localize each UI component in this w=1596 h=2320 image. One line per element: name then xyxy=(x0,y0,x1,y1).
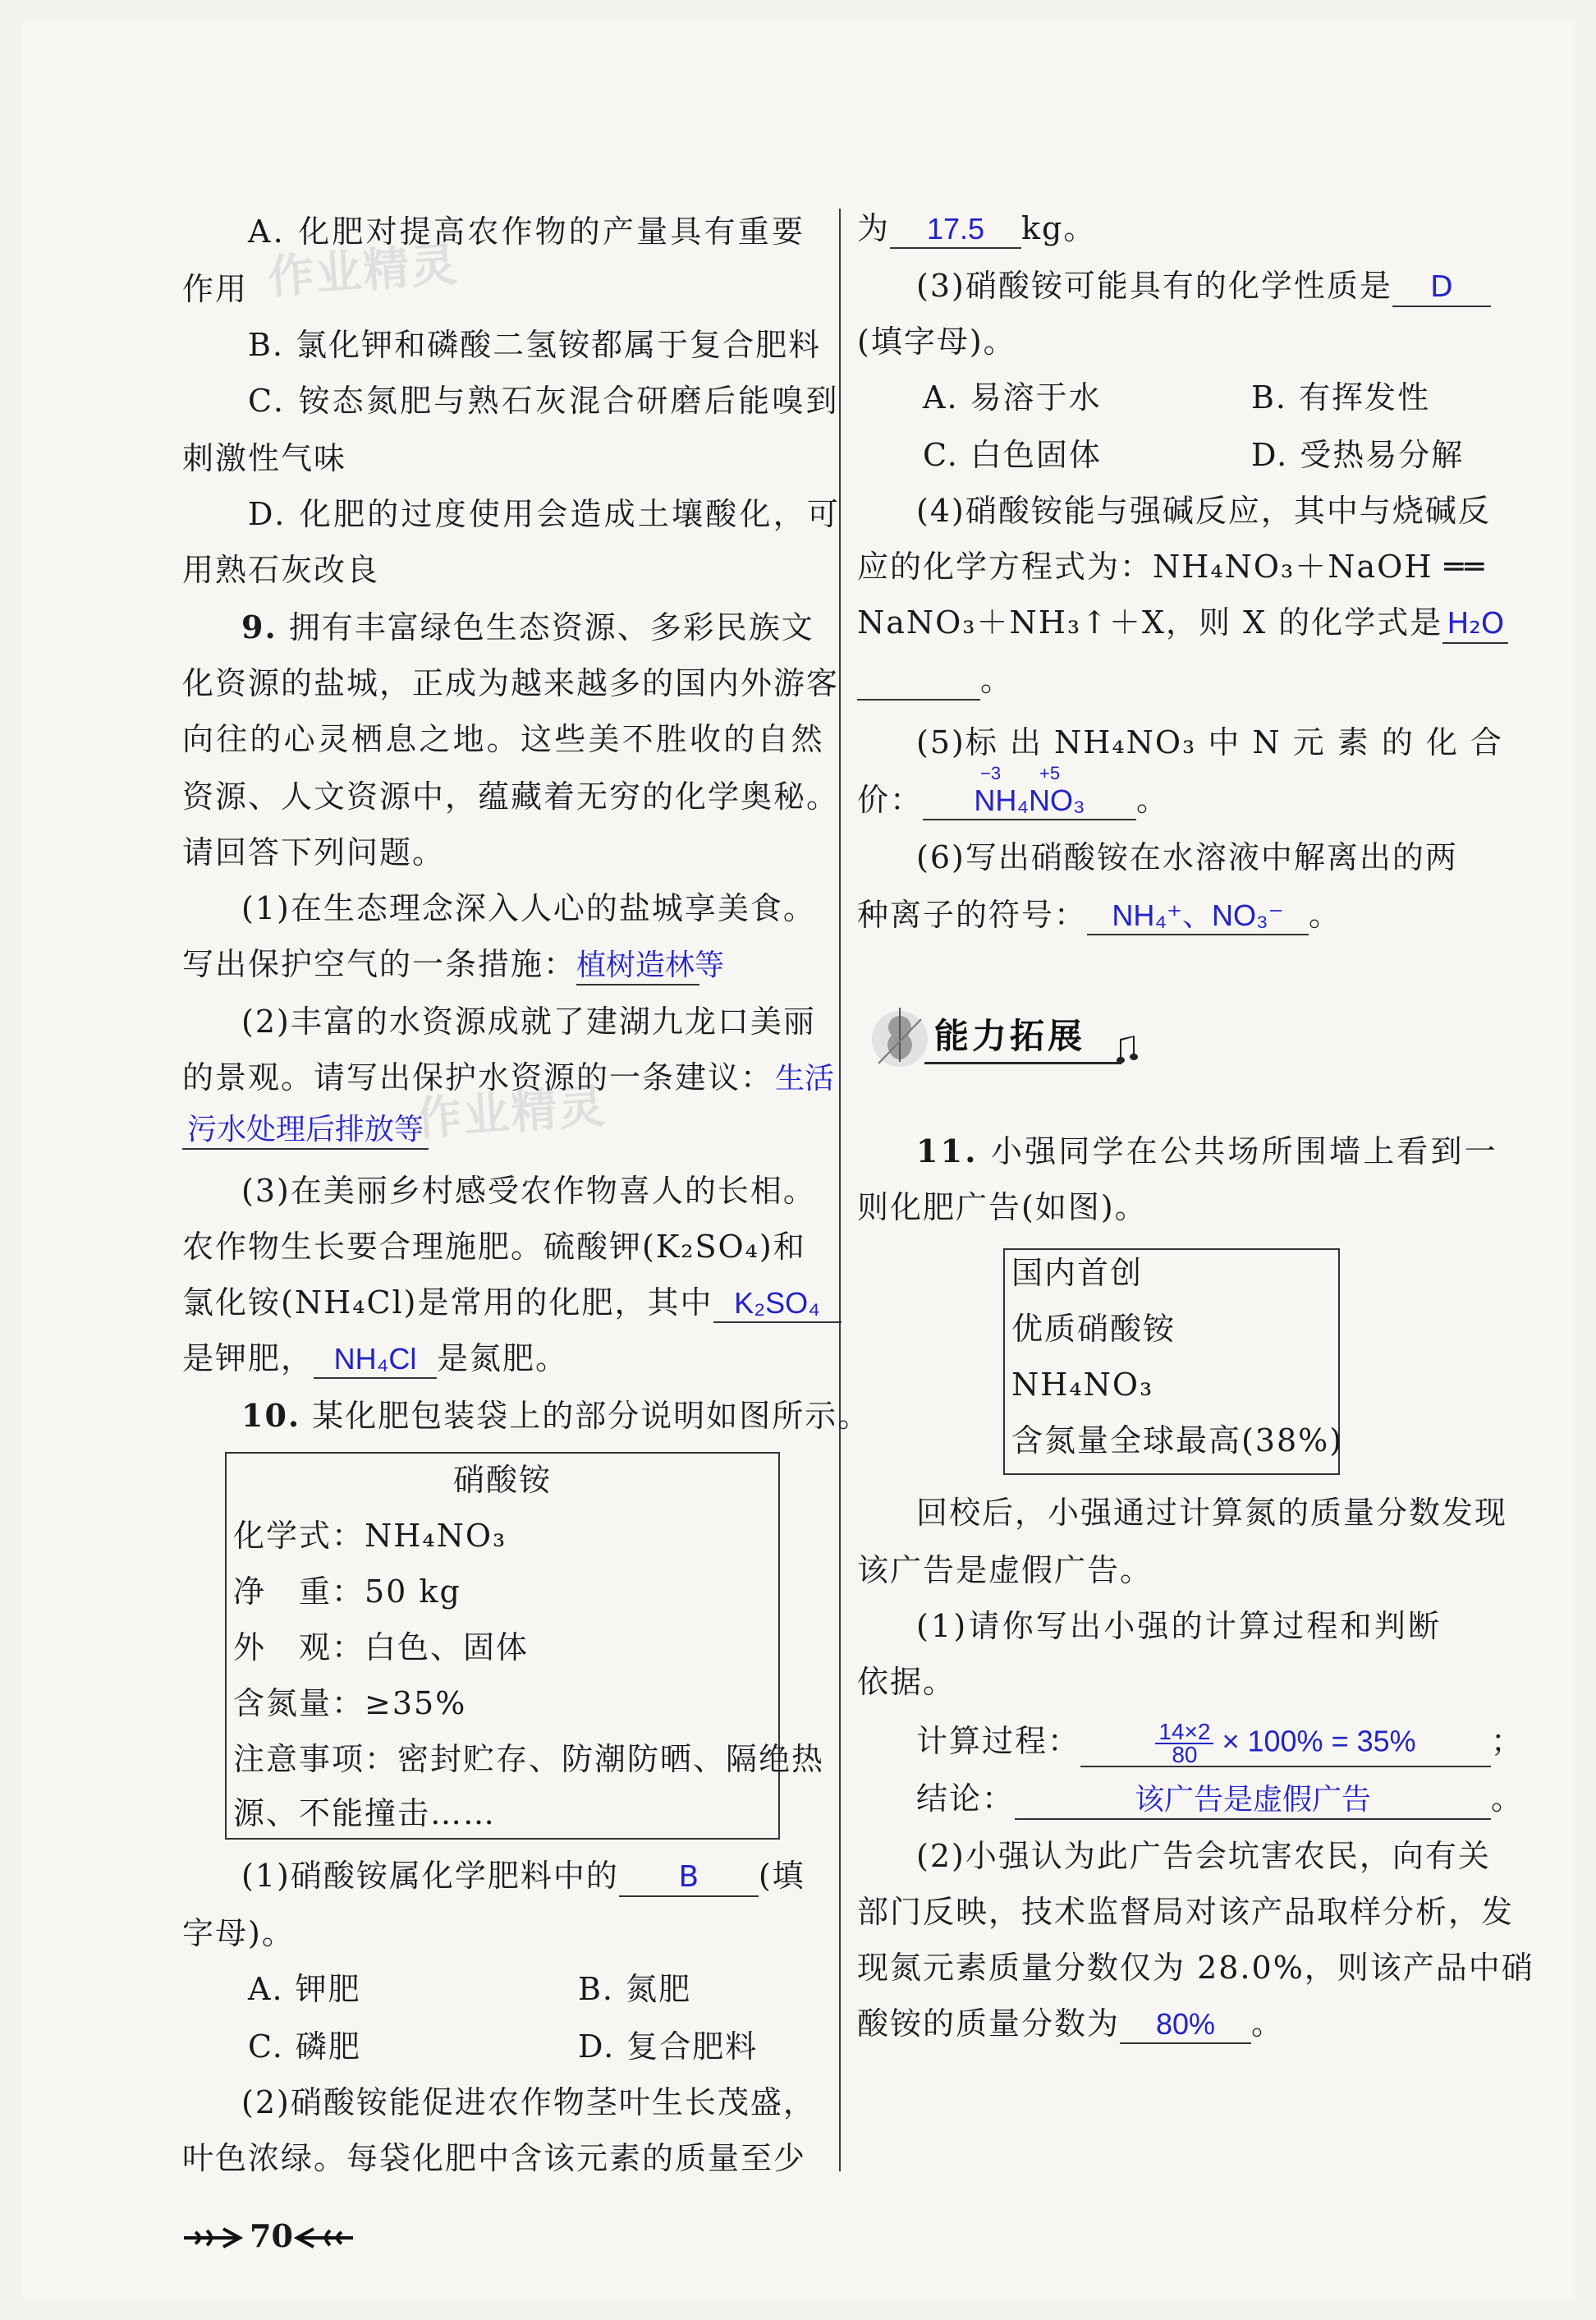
q9-part3-answer-nitrogen: NH₄Cl xyxy=(314,1341,437,1379)
q10-number: 10. xyxy=(241,1397,301,1434)
q8-option-b: B. 氯化钾和磷酸二氢铵都属于复合肥料 xyxy=(248,327,822,363)
label-formula: 化学式：NH₄NO₃ xyxy=(233,1518,507,1554)
q9-stem-line3: 向往的心灵栖息之地。这些美不胜收的自然 xyxy=(182,721,825,757)
q9-part3-text2: 是钾肥， xyxy=(182,1340,314,1376)
q10-part3-option-c: C. 白色固体 xyxy=(923,437,1102,473)
q10-part3-option-b: B. 有挥发性 xyxy=(1251,379,1431,416)
q10-part1-line2: 字母)。 xyxy=(182,1915,295,1951)
watermark: 作业精灵 xyxy=(266,237,461,306)
label-nitrogen-content: 含氮量：≥35% xyxy=(233,1685,467,1721)
ad-line1: 国内首创 xyxy=(1011,1255,1144,1291)
q10-part3-line1 xyxy=(916,264,1491,307)
q10-option-b: B. 氮肥 xyxy=(578,1971,692,2007)
q10-stem xyxy=(241,1394,870,1437)
q10-part5-line2 xyxy=(857,763,1170,821)
q11-part2-prompt: 酸铵的质量分数为 xyxy=(857,2005,1121,2042)
q11-text-line4: 该广告是虚假广告。 xyxy=(857,1552,1153,1588)
q10-part4-end: 。 xyxy=(980,662,1014,698)
q9-stem-line2: 化资源的盐城，正成为越来越多的国内外游客 xyxy=(182,665,840,701)
ad-line4: 含氮量全球最高(38%) xyxy=(1011,1422,1344,1459)
q10-part6-answer: NH₄⁺、NO₃⁻ xyxy=(1087,898,1309,935)
q11-stem-line1 xyxy=(916,1130,1498,1173)
q10-part4-blank xyxy=(857,663,980,701)
q9-part2-prompt: 的景观。请写出保护水资源的一条建议： xyxy=(182,1059,774,1096)
page xyxy=(21,21,1575,2299)
q8-option-c-line2: 刺激性气味 xyxy=(182,440,347,476)
q10-part5-prompt: 价： xyxy=(857,782,924,818)
calc-fraction xyxy=(1155,1721,1213,1766)
q11-part2-line2: 部门反映，技术监督局对该产品取样分析，发 xyxy=(857,1894,1515,1930)
q8-option-d-line1: D. 化肥的过度使用会造成土壤酸化，可 xyxy=(248,496,842,532)
q10-part4-line3 xyxy=(857,601,1508,644)
conclusion-end: 。 xyxy=(1491,1780,1525,1817)
calc-label: 计算过程： xyxy=(916,1723,1081,1759)
q8-option-a-line2: 作用 xyxy=(182,271,249,307)
ad-line2: 优质硝酸铵 xyxy=(1011,1311,1176,1347)
q10-part6-prompt: 种离子的符号： xyxy=(857,897,1088,933)
valence-n-ammonium: −3 xyxy=(980,763,1002,783)
q10-part1-prompt: (1)硝酸铵属化学肥料中的 xyxy=(241,1858,619,1894)
q10-option-c: C. 磷肥 xyxy=(248,2028,361,2065)
q9-part2-answer-part1: 生活 xyxy=(775,1062,835,1096)
q9-part2-answer-part2: 污水处理后排放等 xyxy=(182,1112,429,1150)
q10-option-d: D. 复合肥料 xyxy=(578,2028,759,2065)
valence-n-nitrate: +5 xyxy=(1039,763,1061,783)
q9-stem-line4: 资源、人文资源中，蕴藏着无穷的化学奥秘。 xyxy=(182,779,840,815)
q10-part4-answer: H₂O xyxy=(1442,606,1508,644)
q10-intro: 某化肥包装袋上的部分说明如图所示。 xyxy=(312,1398,871,1434)
page-number: 70 xyxy=(250,2217,293,2254)
label-title: 硝酸铵 xyxy=(452,1462,552,1498)
q10-part3-option-a: A. 易溶于水 xyxy=(923,379,1102,416)
violin-icon xyxy=(867,1003,933,1073)
label-weight: 净 重：50 kg xyxy=(233,1573,461,1610)
calc-end: ； xyxy=(1491,1723,1525,1759)
q9-part3-line1: (3)在美丽乡村感受农作物喜人的长相。 xyxy=(241,1173,816,1209)
ad-line3: NH₄NO₃ xyxy=(1011,1367,1154,1403)
q9-number: 9. xyxy=(241,609,277,645)
q10-part4-line2: 应的化学方程式为：NH₄NO₃＋NaOH ══ xyxy=(857,549,1486,585)
q11-part1-line2: 依据。 xyxy=(857,1664,956,1700)
page-number-footer xyxy=(182,2212,379,2262)
calc-answer xyxy=(1080,1721,1491,1767)
q9-stem-text: 拥有丰富绿色生态资源、多彩民族文 xyxy=(288,609,814,645)
q10-part6-line1: (6)写出硝酸铵在水溶液中解离出的两 xyxy=(916,839,1458,875)
calc-denominator: 80 xyxy=(1172,1742,1198,1768)
q8-option-d-line2: 用熟石灰改良 xyxy=(182,552,380,588)
q10-part6-line2 xyxy=(857,894,1341,936)
label-notes-line2: 源、不能撞击…… xyxy=(233,1795,497,1831)
q10-option-a: A. 钾肥 xyxy=(248,1971,361,2007)
q10-part1-suffix: (填 xyxy=(758,1858,805,1894)
q10-part3-answer: D xyxy=(1392,269,1491,307)
q10-part5-end: 。 xyxy=(1136,782,1170,818)
q10-part2-answer-line xyxy=(857,207,1096,250)
q10-part1-answer: B xyxy=(619,1859,759,1897)
right-ornament-icon xyxy=(294,2224,355,2252)
q9-part3-text: 氯化铵(NH₄Cl)是常用的化肥，其中 xyxy=(182,1284,713,1321)
q9-part3-line2: 农作物生长要合理施肥。硫酸钾(K₂SO₄)和 xyxy=(182,1229,806,1265)
conclusion-answer: 该广告是虚假广告 xyxy=(1015,1782,1491,1820)
q10-part5-answer xyxy=(923,763,1136,820)
left-ornament-icon xyxy=(182,2224,243,2252)
q9-part3-answer-potash: K₂SO₄ xyxy=(713,1285,842,1323)
q9-stem-line1 xyxy=(241,606,814,649)
q10-part3-prompt: (3)硝酸铵可能具有的化学性质是 xyxy=(916,268,1392,304)
music-note-icon xyxy=(1113,1036,1138,1064)
q10-part2-answer: 17.5 xyxy=(890,211,1021,249)
calc-result: × 100% = 35% xyxy=(1222,1725,1416,1758)
section-title: 能力拓展 xyxy=(934,1016,1086,1056)
q11-part2-end: 。 xyxy=(1251,2005,1285,2042)
q10-part2-wei: 为 xyxy=(857,210,891,246)
q10-part6-end: 。 xyxy=(1309,897,1342,933)
q11-number: 11. xyxy=(916,1132,979,1169)
q11-part1-line1: (1)请你写出小强的计算过程和判断 xyxy=(916,1608,1442,1644)
q11-calc-line xyxy=(916,1720,1524,1767)
watermark: 作业精灵 xyxy=(414,1079,608,1147)
q10-part5-formula: NH₄NO₃ xyxy=(974,783,1085,817)
q8-option-a-line1: A. 化肥对提高农作物的产量具有重要 xyxy=(248,214,806,250)
q11-part2-line1: (2)小强认为此广告会坑害农民，向有关 xyxy=(916,1838,1491,1874)
q9-part3-line4 xyxy=(182,1337,568,1380)
q9-part3-line3 xyxy=(182,1281,842,1324)
q11-text-line3: 回校后，小强通过计算氮的质量分数发现 xyxy=(916,1495,1508,1531)
section-header xyxy=(867,1003,1138,1077)
q11-part2-line3: 现氮元素质量分数仅为 28.0%，则该产品中硝 xyxy=(857,1950,1534,1986)
q9-part1-line2 xyxy=(182,943,725,985)
q10-part2-unit: kg。 xyxy=(1021,210,1097,246)
advertisement-box xyxy=(1003,1248,1344,1475)
q9-part1-answer: 植树造林等 xyxy=(576,948,699,985)
q9-stem-line5: 请回答下列问题。 xyxy=(182,834,446,871)
q11-conclusion-line xyxy=(916,1777,1524,1820)
q10-part1-line1 xyxy=(241,1854,805,1897)
q10-part2-line2: 叶色浓绿。每袋化肥中含该元素的质量至少 xyxy=(182,2140,807,2176)
q10-part3-line2: (填字母)。 xyxy=(857,324,1016,360)
q9-part1-line1: (1)在生态理念深入人心的盐城享美食。 xyxy=(241,890,816,926)
q9-part3-text3: 是氮肥。 xyxy=(437,1340,569,1376)
q11-stem-line2: 则化肥广告(如图)。 xyxy=(857,1189,1148,1225)
q10-part2-line1: (2)硝酸铵能促进农作物茎叶生长茂盛， xyxy=(241,2084,816,2120)
label-appearance: 外 观：白色、固体 xyxy=(233,1629,530,1665)
q11-stem-text: 小强同学在公共场所围墙上看到一 xyxy=(991,1133,1499,1169)
fertilizer-label-box xyxy=(225,1452,825,1840)
q10-part4-line1: (4)硝酸铵能与强碱反应，其中与烧碱反 xyxy=(916,493,1491,529)
q10-part3-option-d: D. 受热易分解 xyxy=(1251,437,1465,473)
label-notes-line1: 注意事项：密封贮存、防潮防晒、隔绝热 xyxy=(233,1741,825,1777)
q8-option-c-line1: C. 铵态氮肥与熟石灰混合研磨后能嗅到 xyxy=(248,383,840,419)
q9-part2-line3 xyxy=(182,1107,429,1150)
q10-part4-line4 xyxy=(857,659,1013,701)
calc-numerator: 14×2 xyxy=(1155,1721,1213,1744)
q11-part2-line4 xyxy=(857,2002,1284,2045)
q9-part1-prompt: 写出保护空气的一条措施： xyxy=(182,946,577,982)
q10-part5-line1: (5)标 出 NH₄NO₃ 中 N 元 素 的 化 合 xyxy=(916,724,1504,760)
q11-part2-answer: 80% xyxy=(1120,2006,1251,2044)
q10-part4-prompt: NaNO₃＋NH₃↑＋X，则 X 的化学式是 xyxy=(857,604,1443,641)
conclusion-label: 结论： xyxy=(916,1780,1016,1817)
q9-part2-line1: (2)丰富的水资源成就了建湖九龙口美丽 xyxy=(241,1004,816,1040)
q9-part2-line2 xyxy=(182,1056,836,1099)
